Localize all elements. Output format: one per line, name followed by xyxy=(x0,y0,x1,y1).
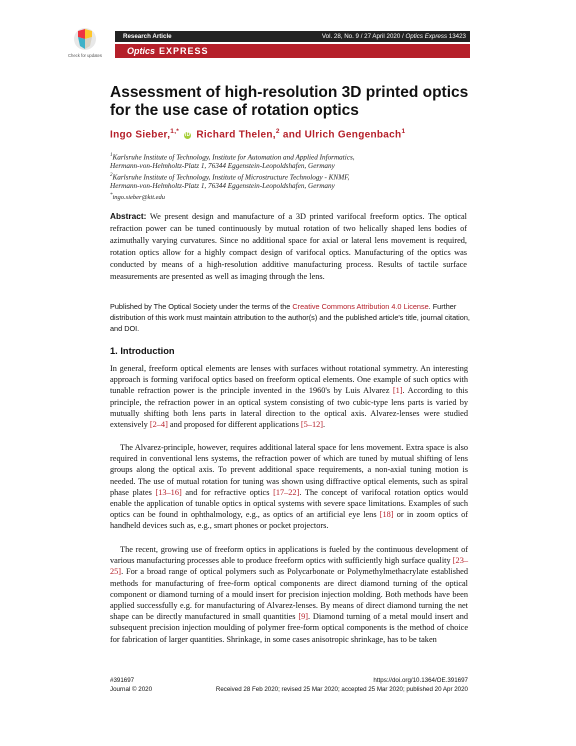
author-2-affiliation: 2 xyxy=(275,128,280,135)
p1-text-a: In general, freeform optical elements are lenses with surfaces without rotational symmetry. An interesting approach is forming varifocal optics based on freeform optical elements. One example of such optics with tunable refraction power is the principle invented in the 1960's by Luis Alvarez xyxy=(110,364,468,396)
p2-text-d: or in zoom optics of handheld devices such as, e.g., smart phones or pocket projectors. xyxy=(110,510,468,531)
citation-link[interactable]: [13–16] xyxy=(155,487,182,497)
p1-text-c: and proposed for different applications xyxy=(167,420,301,430)
journal-name-optics: Optics xyxy=(127,46,156,56)
journal-banner xyxy=(115,44,470,58)
journal-name-express: EXPRESS xyxy=(159,46,209,56)
license-link[interactable]: Creative Commons Attribution 4.0 License xyxy=(292,302,429,311)
journal-copyright: Journal © 2020 xyxy=(110,686,153,693)
author-conjunction: and xyxy=(282,129,302,141)
author-2[interactable]: Richard Thelen, xyxy=(196,129,276,141)
citation-link[interactable]: [9] xyxy=(298,612,308,622)
license-statement xyxy=(110,302,470,334)
citation-line xyxy=(322,33,466,40)
doi-link[interactable]: https://doi.org/10.1364/OE.391697 xyxy=(373,677,468,684)
email-marker: * xyxy=(110,193,113,198)
author-3[interactable]: Ulrich Gengenbach xyxy=(304,129,402,141)
license-pre: Published by The Optical Society under the terms of the xyxy=(110,302,293,311)
article-id: #391697 xyxy=(110,677,135,684)
p3-text-a: The recent, growing use of freeform optics in applications is fueled by the continuous development of various manufacturing processes able to produce freeform optics with sufficiently high surface quality xyxy=(110,545,468,566)
affiliation-2-marker: 2 xyxy=(110,173,113,178)
crossmark-label: Check for updates xyxy=(68,53,102,58)
p1-text-b: . According to this principle, the refraction power in an optical system consisting of two cubic-type lens parts is varied by mutually shifting both lens parts in lateral direction to the optical axis. Alvarez-lenses were studied extensively xyxy=(110,386,468,430)
p1-text-d: . xyxy=(323,420,326,430)
author-1[interactable]: Ingo Sieber, xyxy=(110,129,171,141)
abstract-label: Abstract: xyxy=(110,211,147,221)
citation-link[interactable]: [23–25] xyxy=(110,556,468,577)
citation-link[interactable]: [5–12] xyxy=(300,420,324,430)
crossmark-icon xyxy=(68,26,102,64)
p2-text-a: The Alvarez-principle, however, requires additional lateral space for lens movement. Extra space is also required in conventional lens systems, the refraction power of which are tuned by mutual shifting of lens groups along the optical axis. To prevent additional space requirements, a non-axial tuning motion is needed. The use of mutual rotation for tuning was shown using diffractive optical elements, such as spiral phase plates xyxy=(110,443,468,497)
paragraph-3 xyxy=(110,544,468,645)
paragraph-1 xyxy=(110,363,468,430)
publication-dates: Received 28 Feb 2020; revised 25 Mar 2020; accepted 25 Mar 2020; published 20 Apr 2020 xyxy=(215,686,468,693)
author-3-affiliation: 1 xyxy=(401,128,406,135)
abstract xyxy=(110,210,467,283)
affiliation-2-line-2: Hermann-von-Helmholtz-Platz 1, 76344 Eggenstein-Leopoldshafen, Germany xyxy=(110,182,335,190)
citation-page: 13423 xyxy=(448,33,466,40)
p3-text-b: . For a broad range of optical polymers such as Polycarbonate or Polymethylmethacrylate established methods for manufacturing of free-form optical components are direct diamond turning of the optical component or diamond turning of a mould insert for precision injection molding. Both methods have been applied successfully e.g. for manufacturing of Alvarez-lenses. By means of direct diamond turning the net shape can be directly manufactured in small quantities xyxy=(110,567,468,622)
section-heading: 1. Introduction xyxy=(110,346,175,356)
p2-text-c: . The concept of varifocal rotation optics would enable the application of tunable optics in optical systems with severe space limitations. Examples of such optics can be found in ophthalmology, e.g., as optics of an artificial eye lens xyxy=(110,487,468,520)
affiliation-2-text: Karlsruhe Institute of Technology, Institute of Microstructure Technology - KNMF, xyxy=(112,173,350,182)
p3-text-c: . Diamond turning of a metal mould insert and subsequent precision injection moulding of polymer free-form optical components is the method of choice for fabrication of larger quantities. Shrinkage, in some cases anisotropic shrinkage, has to be taken xyxy=(110,612,468,644)
citation-link[interactable]: [18] xyxy=(379,510,394,520)
header-bar xyxy=(115,31,470,42)
affiliation-1-text: Karlsruhe Institute of Technology, Institute for Automation and Applied Informatics, xyxy=(112,153,355,162)
citation-link[interactable]: [2–4] xyxy=(149,420,168,430)
article-type: Research Article xyxy=(123,33,172,40)
p2-text-b: and for refractive optics xyxy=(181,487,274,497)
footer-left xyxy=(110,676,152,694)
citation-link[interactable]: [1] xyxy=(392,386,403,396)
corresponding-email[interactable] xyxy=(110,191,490,203)
author-list xyxy=(110,128,490,140)
citation-link[interactable]: [17–22] xyxy=(273,487,300,497)
abstract-text: We present design and manufacture of a 3D printed varifocal freeform optics. The optical refraction power can be tuned continuously by mutual rotation of two helically shaped lens bodies of azimuthally varying curvatures. Since no additional space for axial or lateral lens movement is required, rotation optics allow for a highly compact design of varifocal optics. Manufacturing of the optics was conducted by means of a high-resolution additive manufacturing process. Results of tactile surface measurements are presented as well as imaging through the lens. xyxy=(110,212,467,281)
paragraph-2 xyxy=(110,442,468,532)
footer-right xyxy=(216,676,468,694)
crossmark-logo[interactable] xyxy=(68,26,102,64)
affiliation-1-line-2: Hermann-von-Helmholtz-Platz 1, 76344 Eggenstein-Leopoldshafen, Germany xyxy=(110,162,335,170)
email-link[interactable]: ingo.sieber@kit.edu xyxy=(112,194,166,202)
affiliation-1-marker: 1 xyxy=(110,153,113,158)
paper-title: Assessment of high-resolution 3D printed optics for the use case of rotation optics xyxy=(110,84,469,119)
citation-prefix: Vol. 28, No. 9 / 27 April 2020 / xyxy=(321,33,406,40)
license-post: . Further distribution of this work must maintain attribution to the author(s) and the published article's title, journal citation, and DOI. xyxy=(110,302,470,333)
orcid-icon[interactable]: iD xyxy=(184,132,191,139)
author-1-affiliation: 1,* xyxy=(170,128,180,135)
citation-journal: Optics Express xyxy=(405,33,448,40)
